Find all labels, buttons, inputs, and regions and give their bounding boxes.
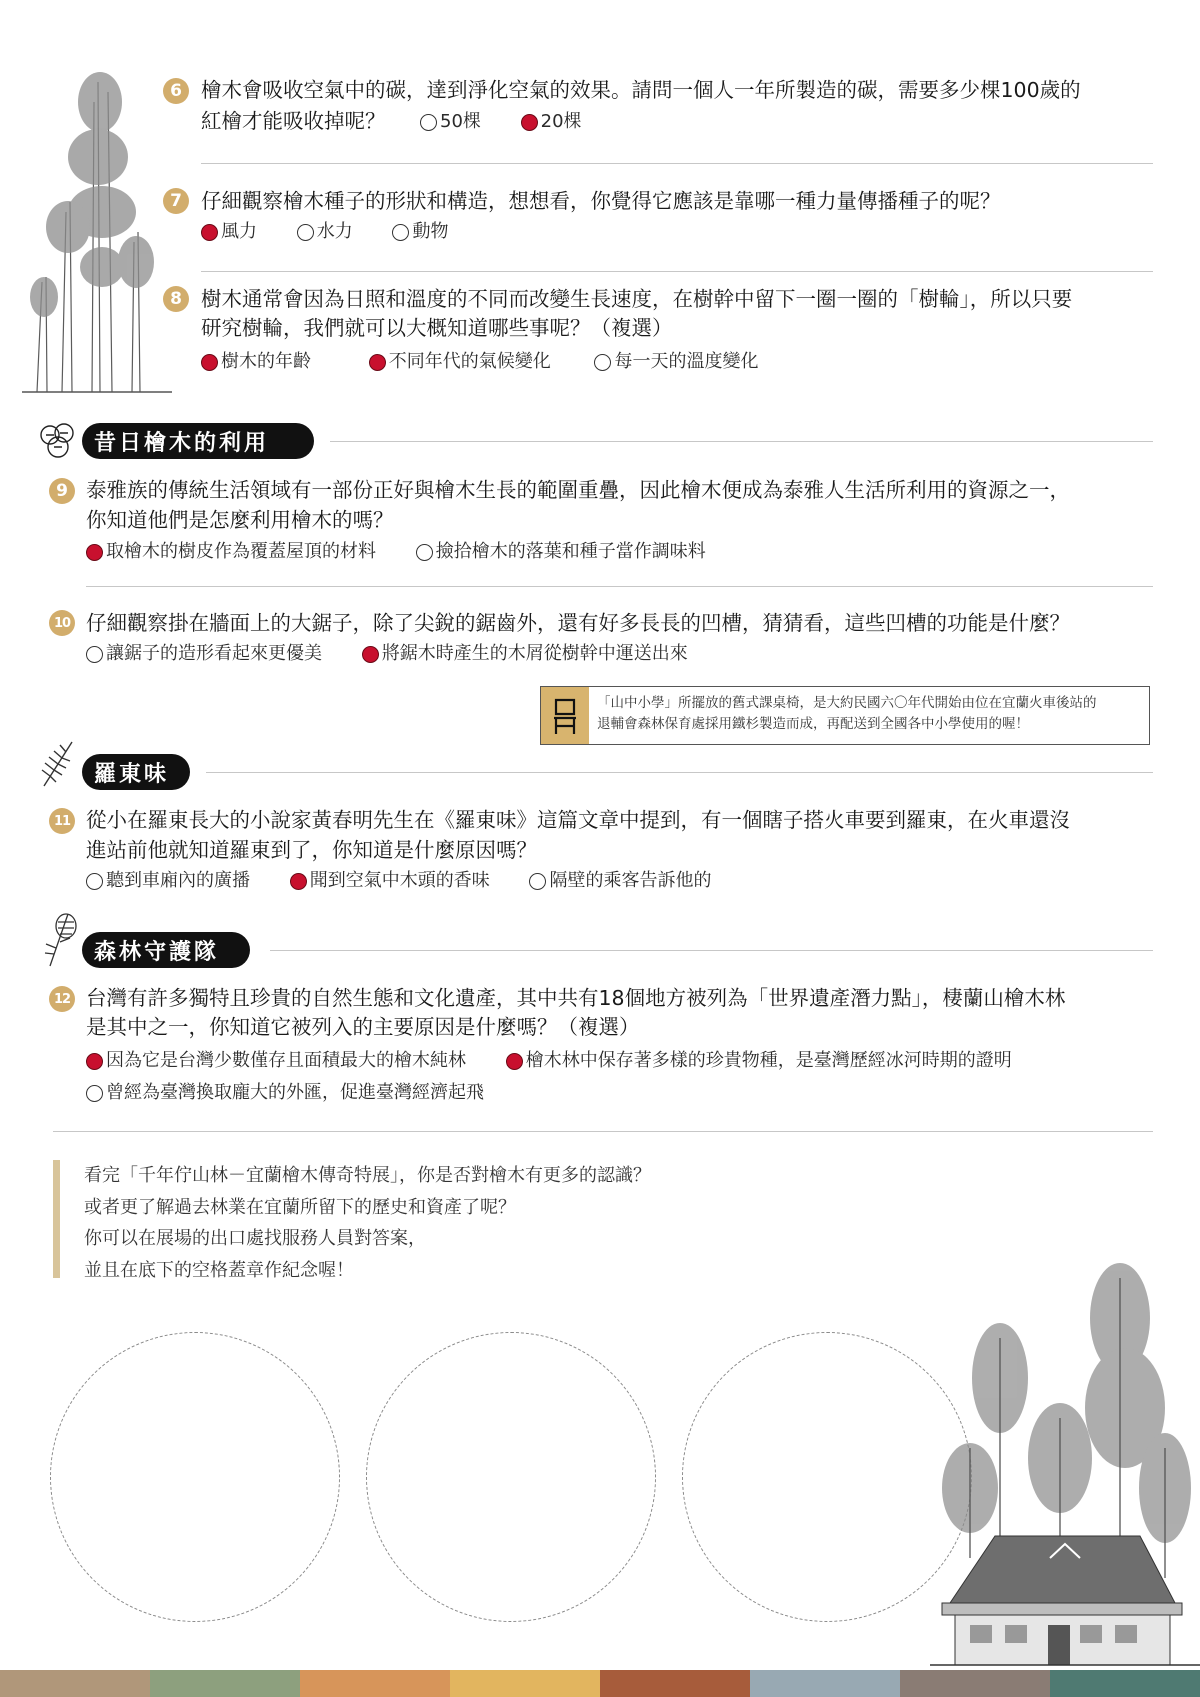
color-band	[300, 1670, 450, 1697]
radio-50-trees[interactable]	[420, 114, 437, 131]
color-band	[450, 1670, 600, 1697]
option-bark-roof[interactable]: 取檜木的樹皮作為覆蓋屋頂的材料	[86, 540, 376, 564]
question-12-options-row-1	[86, 1049, 1046, 1077]
question-number-11: 11	[49, 808, 75, 834]
question-11-line-2: 進站前他就知道羅東到了，你知道是什麼原因嗎？	[86, 838, 537, 862]
radio-animal[interactable]	[392, 224, 409, 241]
leaf-cluster-icon	[36, 421, 80, 461]
option-wood-smell[interactable]: 聞到空氣中木頭的香味	[290, 869, 490, 893]
question-11-options	[86, 869, 745, 897]
info-note-box	[540, 686, 1150, 745]
option-50-trees[interactable]: 50棵	[420, 110, 481, 134]
question-number-12: 12	[49, 986, 75, 1012]
color-band	[150, 1670, 300, 1697]
radio-bark-roof-selected[interactable]	[86, 544, 103, 561]
section-title-forest-guardians: 森林守護隊	[82, 932, 250, 968]
radio-daily-temperature[interactable]	[594, 354, 611, 371]
option-wind[interactable]: 風力	[201, 220, 257, 244]
question-11-line-1: 從小在羅東長大的小說家黃春明先生在《羅東味》這篇文章中提到，有一個瞎子搭火車要到羅東，在火車還沒	[86, 808, 1070, 832]
color-band	[1050, 1670, 1200, 1697]
option-passenger-told[interactable]: 隔壁的乘客告訴他的	[529, 869, 711, 893]
radio-tree-age-selected[interactable]	[201, 354, 218, 371]
stamp-area-2[interactable]	[366, 1332, 656, 1622]
divider	[201, 271, 1153, 272]
radio-pure-cypress-forest-selected[interactable]	[86, 1053, 103, 1070]
note-line-1: 「山中小學」所擺放的舊式課桌椅，是大約民國六〇年代開始由位在宜蘭火車後站的	[597, 695, 1097, 711]
option-animal[interactable]: 動物	[392, 220, 448, 244]
color-band	[750, 1670, 900, 1697]
question-number-10: 10	[49, 610, 75, 636]
question-6-options	[420, 110, 616, 138]
tree-illustration-left	[22, 62, 172, 397]
question-8-options	[201, 350, 792, 378]
question-9-options	[86, 540, 740, 568]
question-8-line-2: 研究樹輪，我們就可以大概知道哪些事呢？（複選）	[201, 316, 673, 340]
option-tree-age[interactable]: 樹木的年齡	[201, 350, 311, 374]
radio-climate-change-selected[interactable]	[369, 354, 386, 371]
color-band	[600, 1670, 750, 1697]
closing-message	[53, 1160, 653, 1281]
question-9-line-2: 你知道他們是怎麼利用檜木的嗎？	[86, 508, 394, 532]
question-number-6: 6	[163, 78, 189, 104]
option-foreign-exchange[interactable]: 曾經為臺灣換取龐大的外匯，促進臺灣經濟起飛	[86, 1081, 484, 1105]
radio-wood-smell-selected[interactable]	[290, 873, 307, 890]
section-divider	[330, 441, 1153, 442]
question-number-7: 7	[163, 188, 189, 214]
question-10-line-1: 仔細觀察掛在牆面上的大鋸子，除了尖銳的鋸齒外，還有好多長長的凹槽，猜猜看，這些凹槽的功能是什麼？	[86, 611, 1070, 635]
closing-line-1: 看完「千年佇山林－宜蘭檜木傳奇特展」，你是否對檜木有更多的認識？	[84, 1165, 651, 1186]
option-water[interactable]: 水力	[297, 220, 353, 244]
option-daily-temperature[interactable]: 每一天的溫度變化	[594, 350, 758, 374]
option-20-trees[interactable]: 20棵	[521, 110, 582, 134]
radio-announcement[interactable]	[86, 873, 103, 890]
note-line-2: 退輔會森林保育處採用鐵杉製造而成，再配送到全國各中小學使用的喔！	[597, 716, 1029, 732]
question-7-line-1: 仔細觀察檜木種子的形狀和構造，想想看，你覺得它應該是靠哪一種力量傳播種子的呢？	[201, 189, 1001, 213]
radio-passenger-told[interactable]	[529, 873, 546, 890]
chair-icon	[541, 687, 589, 744]
divider	[201, 163, 1153, 164]
pine-branch-icon	[36, 738, 80, 790]
question-10-options	[86, 642, 722, 670]
option-sawdust-removal[interactable]: 將鋸木時產生的木屑從樹幹中運送出來	[362, 642, 688, 666]
radio-water[interactable]	[297, 224, 314, 241]
divider	[86, 586, 1153, 587]
option-announcement[interactable]: 聽到車廂內的廣播	[86, 869, 250, 893]
question-7-options	[201, 220, 482, 248]
radio-sawdust-removal-selected[interactable]	[362, 646, 379, 663]
section-title-past-use: 昔日檜木的利用	[82, 423, 314, 459]
question-9-line-1: 泰雅族的傳統生活領域有一部份正好與檜木生長的範圍重疊，因此檜木便成為泰雅人生活所利用的資源之一，	[86, 478, 1070, 502]
question-12-options-row-2	[86, 1081, 518, 1109]
radio-20-trees-selected[interactable]	[521, 114, 538, 131]
stamp-area-1[interactable]	[50, 1332, 340, 1622]
option-climate-change[interactable]: 不同年代的氣候變化	[369, 350, 551, 374]
closing-line-2: 或者更了解過去林業在宜蘭所留下的歷史和資產了呢？	[84, 1196, 516, 1218]
question-6-line-2: 紅檜才能吸收掉呢？	[201, 109, 386, 133]
section-divider	[270, 950, 1153, 951]
station-trees-illustration	[910, 1258, 1200, 1670]
question-number-9: 9	[49, 478, 75, 504]
radio-leaves-seasoning[interactable]	[416, 544, 433, 561]
option-pure-cypress-forest[interactable]: 因為它是台灣少數僅存且面積最大的檜木純林	[86, 1049, 466, 1073]
section-divider	[206, 772, 1153, 773]
radio-saw-beauty[interactable]	[86, 646, 103, 663]
option-glacial-species[interactable]: 檜木林中保存著多樣的珍貴物種，是臺灣歷經冰河時期的證明	[506, 1049, 1012, 1073]
color-band	[0, 1670, 150, 1697]
closing-line-4: 並且在底下的空格蓋章作紀念喔！	[84, 1259, 354, 1281]
option-saw-beauty[interactable]: 讓鋸子的造形看起來更優美	[86, 642, 322, 666]
divider	[53, 1131, 1153, 1132]
color-band	[900, 1670, 1050, 1697]
question-6-line-1: 檜木會吸收空氣中的碳，達到淨化空氣的效果。請問一個人一年所製造的碳，需要多少棵100歲的	[201, 78, 1081, 102]
question-12-line-2: 是其中之一，你知道它被列入的主要原因是什麼嗎？（複選）	[86, 1015, 640, 1039]
radio-wind-selected[interactable]	[201, 224, 218, 241]
section-title-luodong: 羅東味	[82, 754, 190, 790]
question-number-8: 8	[163, 286, 189, 312]
radio-glacial-species-selected[interactable]	[506, 1053, 523, 1070]
pinecone-branch-icon	[40, 908, 84, 970]
radio-foreign-exchange[interactable]	[86, 1085, 103, 1102]
option-leaves-seasoning[interactable]: 撿拾檜木的落葉和種子當作調味料	[416, 540, 706, 564]
question-12-line-1: 台灣有許多獨特且珍貴的自然生態和文化遺產，其中共有18個地方被列為「世界遺產潛力點」，棲蘭山檜木林	[86, 986, 1066, 1010]
question-8-line-1: 樹木通常會因為日照和溫度的不同而改變生長速度，在樹幹中留下一圈一圈的「樹輪」，所以只要	[201, 287, 1073, 311]
closing-line-3: 你可以在展場的出口處找服務人員對答案，	[84, 1228, 426, 1249]
